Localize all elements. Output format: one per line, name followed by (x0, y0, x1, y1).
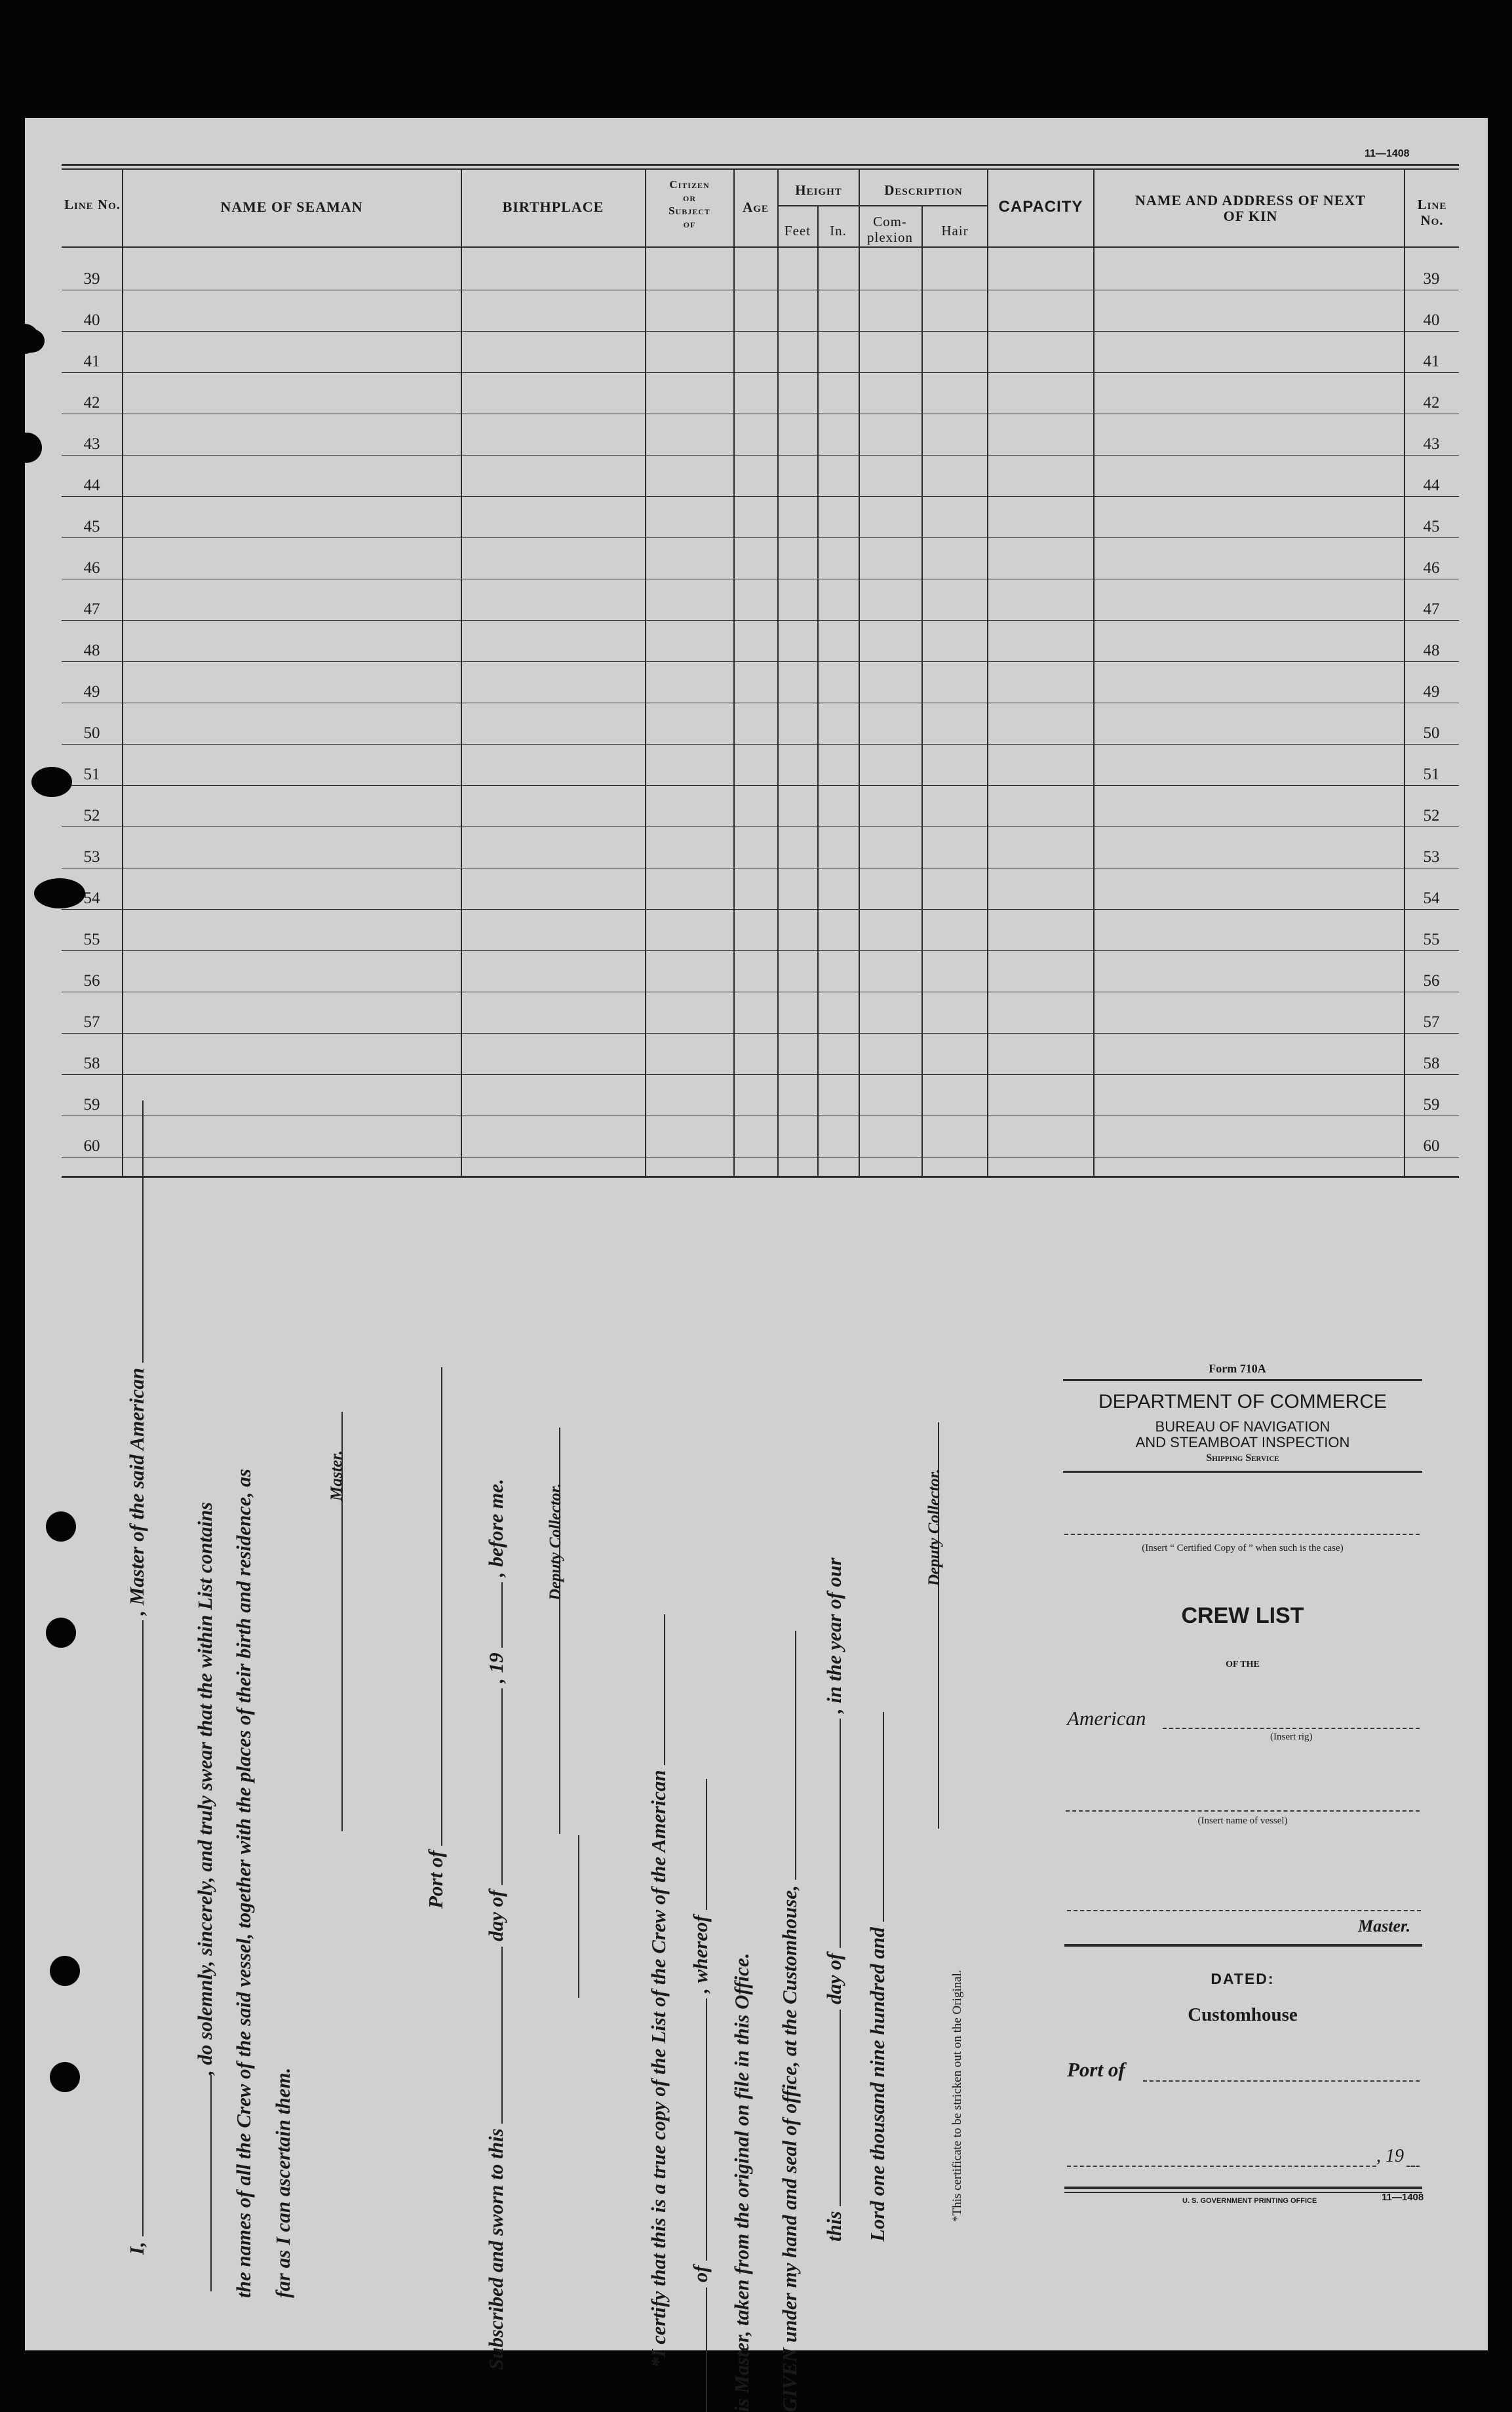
row-number-right: 43 (1423, 435, 1440, 453)
crew-entry-row[interactable] (123, 755, 1403, 784)
crew-entry-row[interactable] (123, 920, 1403, 949)
of-port-field[interactable] (686, 1998, 707, 2261)
oath-line-2-text: , do solemnly, sincerely, and truly swear that the within List contains (193, 1502, 216, 2075)
dated-label: DATED: (1211, 1970, 1275, 1987)
header-bottom-rule (62, 246, 1459, 248)
table-top-rule (62, 164, 1459, 166)
crew-entry-row[interactable] (123, 383, 1403, 412)
cover-date-field[interactable] (1067, 2166, 1376, 2167)
cover-rule-3 (1064, 1944, 1422, 1947)
cover-bottom-rule-2 (1064, 2192, 1422, 2193)
crew-entry-row[interactable] (123, 631, 1403, 660)
row-number-right: 42 (1423, 394, 1440, 412)
header-inches: In. (830, 223, 847, 239)
crew-entry-row[interactable] (123, 1003, 1403, 1032)
american-label: American (1067, 1707, 1146, 1730)
description-sub-rule (859, 205, 987, 206)
master-name-field[interactable] (122, 1620, 144, 2236)
crew-entry-row[interactable] (123, 590, 1403, 619)
oath-master-of: , Master of the said American (125, 1367, 148, 1616)
row-number-left: 45 (83, 518, 100, 535)
of-field-lead[interactable] (686, 2287, 707, 2412)
insert-rig-note: (Insert rig) (1270, 1732, 1313, 1742)
is-master-line (730, 1953, 754, 2412)
shipping-service: Shipping Service (1206, 1452, 1279, 1464)
row-number-left: 40 (83, 311, 100, 329)
subscribed-text-b: day of (484, 1890, 507, 1941)
table-row-rule (62, 537, 1459, 538)
table-row-rule (62, 661, 1459, 662)
header-height: Height (795, 182, 842, 198)
this-day-line (819, 1557, 846, 2242)
row-number-right: 59 (1423, 1096, 1440, 1114)
deputy-collector-label-2: Deputy Collector. (925, 1468, 943, 1586)
row-number-left: 57 (83, 1013, 100, 1031)
row-number-left: 47 (83, 600, 100, 618)
table-row-rule (62, 331, 1459, 332)
row-number-right: 56 (1423, 972, 1440, 990)
col-divider (1404, 168, 1405, 1177)
department: DEPARTMENT OF COMMERCE (1098, 1391, 1387, 1412)
row-number-right: 39 (1423, 270, 1440, 288)
rig-field[interactable] (1163, 1728, 1420, 1729)
crew-entry-row[interactable] (123, 466, 1403, 495)
crew-entry-row[interactable] (123, 549, 1403, 577)
of-whereof-line (686, 1779, 712, 2412)
table-row-rule (62, 455, 1459, 456)
crew-entry-row[interactable] (123, 1085, 1403, 1114)
table-row-rule (62, 785, 1459, 786)
certify-text: *I certify that this is a true copy of the List of the Crew of the American (647, 1770, 670, 2367)
header-next-of-kin: NAME AND ADDRESS OF NEXT OF KIN (1134, 192, 1366, 224)
cover-master-label: Master. (1358, 1916, 1411, 1935)
row-number-right: 47 (1423, 600, 1440, 618)
row-number-left: 59 (83, 1096, 100, 1114)
customhouse-label: Customhouse (1188, 2004, 1298, 2025)
header-age: Age (743, 199, 769, 215)
bureau-line-1: BUREAU OF NAVIGATION (1155, 1418, 1330, 1435)
lord-text: Lord one thousand nine hundred and (866, 1927, 889, 2242)
row-number-right: 48 (1423, 642, 1440, 659)
row-number-left: 56 (83, 972, 100, 990)
crew-entry-row[interactable] (123, 672, 1403, 701)
cover-year-label: , 19 (1376, 2146, 1404, 2166)
row-number-right: 55 (1423, 931, 1440, 948)
crew-entry-row[interactable] (123, 714, 1403, 743)
vessel-field-2[interactable] (190, 2075, 212, 2291)
subscribed-line (481, 1479, 508, 2370)
row-number-left: 39 (83, 270, 100, 288)
table-row-rule (62, 496, 1459, 497)
row-number-right: 40 (1423, 311, 1440, 329)
subscribed-day-field[interactable] (481, 1947, 503, 2124)
cover-form-code: 11—1408 (1382, 2192, 1424, 2203)
footnote: *This certificate to be stricken out on the Original. (950, 1970, 964, 2222)
this-day-of-text: day of (823, 1953, 845, 2004)
row-number-left: 52 (83, 807, 100, 825)
header-feet: Feet (784, 223, 811, 239)
year-of-our-text: , in the year of our (823, 1557, 845, 1714)
of-text: of (689, 2265, 712, 2283)
certified-copy-field[interactable] (1064, 1534, 1420, 1535)
cover-port-of-label: Port of (1067, 2058, 1125, 2081)
row-number-right: 60 (1423, 1137, 1440, 1155)
row-number-right: 45 (1423, 518, 1440, 535)
table-row-rule (62, 620, 1459, 621)
row-number-left: 51 (83, 766, 100, 783)
whereof-field[interactable] (686, 1779, 707, 1910)
of-the: OF THE (1226, 1660, 1260, 1669)
header-line-no: Line No. (64, 197, 121, 212)
cover-top-rule (1063, 1379, 1422, 1381)
this-day-field[interactable] (819, 2010, 841, 2206)
row-number-left: 44 (83, 477, 100, 494)
punch-hole (31, 767, 72, 797)
row-number-right: 57 (1423, 1013, 1440, 1031)
whereof-text: , whereof (689, 1915, 712, 1993)
cover-bottom-rule (1064, 2187, 1422, 2189)
subscribed-text-a: Subscribed and sworn to this (484, 2128, 507, 2370)
cover-port-field[interactable] (1143, 2080, 1420, 2082)
insert-vessel-note: (Insert name of vessel) (1197, 1816, 1288, 1826)
oath-line-4-text: far as I can ascertain them. (271, 2067, 294, 2298)
row-number-left: 42 (83, 394, 100, 412)
table-row-rule (62, 744, 1459, 745)
cover-year-field[interactable] (1406, 2166, 1420, 2167)
this-text: this (823, 2211, 845, 2242)
form-code-top: 11—1408 (1365, 148, 1410, 159)
deputy-collector-label-1: Deputy Collector. (547, 1483, 564, 1601)
table-row-rule (62, 909, 1459, 910)
oath-line-4 (271, 2068, 295, 2298)
insert-certified-note: (Insert “ Certified Copy of ” when such is the case) (1142, 1543, 1344, 1553)
row-number-left: 48 (83, 642, 100, 659)
row-number-right: 54 (1423, 889, 1440, 907)
lord-year-field[interactable] (863, 1712, 884, 1922)
crew-entry-row[interactable] (123, 301, 1403, 330)
row-number-right: 58 (1423, 1055, 1440, 1072)
crew-list-title: CREW LIST (1181, 1603, 1304, 1628)
row-number-left: 49 (83, 683, 100, 701)
row-number-left: 53 (83, 848, 100, 866)
header-capacity: CAPACITY (998, 198, 1083, 216)
subscribed-text-c: , 19 (484, 1652, 507, 1683)
table-row-rule (62, 372, 1459, 373)
crew-list-page (25, 118, 1488, 2412)
crew-entry-row[interactable] (123, 507, 1403, 536)
given-text: GIVEN under my hand and seal of office, at the Customhouse, (778, 1885, 801, 2412)
row-number-right: 53 (1423, 848, 1440, 866)
row-number-right: 44 (1423, 477, 1440, 494)
row-number-left: 43 (83, 435, 100, 453)
punch-hole (50, 1956, 80, 1986)
oath-line-2 (190, 1502, 217, 2291)
cover-master-field[interactable] (1067, 1910, 1421, 1911)
crew-entry-row[interactable] (123, 796, 1403, 825)
crew-entry-row[interactable] (123, 342, 1403, 371)
subscribed-month-field[interactable] (481, 1688, 503, 1885)
oath-i: I, (125, 2242, 148, 2255)
header-line-no-right: Line No. (1417, 197, 1447, 228)
certify-line (644, 1614, 670, 2367)
table-bottom-rule (62, 1176, 1459, 1178)
punch-hole (46, 1618, 76, 1648)
row-number-left: 58 (83, 1055, 100, 1072)
crew-entry-row[interactable] (123, 1127, 1403, 1156)
this-month-field[interactable] (819, 1719, 841, 1948)
crew-entry-row[interactable] (123, 1044, 1403, 1073)
port-of-field[interactable] (421, 1367, 442, 1846)
cover-rule-2 (1063, 1471, 1422, 1473)
port-of-line (421, 1367, 448, 1909)
bureau-line-2: AND STEAMBOAT INSPECTION (1135, 1434, 1350, 1450)
header-name-of-seaman: NAME OF SEAMAN (220, 199, 363, 215)
row-number-left: 54 (83, 889, 100, 907)
row-number-left: 46 (83, 559, 100, 577)
subscribed-text-d: , before me. (484, 1479, 507, 1577)
table-row-rule (62, 1074, 1459, 1075)
punch-hole (12, 433, 42, 463)
seal-divider (578, 1835, 579, 1998)
crew-entry-row[interactable] (123, 879, 1403, 908)
oath-line-3-text: the names of all the Crew of the said vessel, together with the places of their birth and residence, as (232, 1469, 255, 2298)
row-number-right: 49 (1423, 683, 1440, 701)
row-number-right: 41 (1423, 353, 1440, 370)
row-number-left: 55 (83, 931, 100, 948)
table-row-rule (62, 950, 1459, 951)
crew-entry-row[interactable] (123, 962, 1403, 990)
lord-line (863, 1712, 889, 2242)
header-complexion: Com-plexion (867, 214, 913, 245)
master-label: Master. (328, 1450, 345, 1501)
punch-hole (18, 329, 45, 353)
row-number-right: 52 (1423, 807, 1440, 825)
header-hair: Hair (941, 223, 969, 239)
oath-line-3 (232, 1469, 256, 2298)
table-row-rule (62, 1033, 1459, 1034)
row-number-left: 41 (83, 353, 100, 370)
table-top-rule-2 (62, 168, 1459, 170)
is-master-text: is Master, taken from the original on file in this Office. (730, 1953, 753, 2412)
given-line (775, 1631, 802, 2412)
row-number-right: 50 (1423, 724, 1440, 742)
punch-hole (46, 1511, 76, 1542)
row-number-left: 50 (83, 724, 100, 742)
row-number-right: 51 (1423, 766, 1440, 783)
crew-entry-row[interactable] (123, 425, 1403, 454)
row-number-right: 46 (1423, 559, 1440, 577)
punch-hole (34, 878, 85, 908)
customhouse-field[interactable] (775, 1631, 796, 1880)
vessel-name-field[interactable] (122, 1100, 144, 1363)
header-birthplace: BIRTHPLACE (502, 199, 604, 215)
header-description: Description (884, 182, 963, 198)
punch-hole (50, 2062, 80, 2092)
header-citizen: Citizen or Subject of (669, 178, 710, 230)
certify-vessel-field[interactable] (644, 1614, 665, 1765)
port-of-label: Port of (424, 1850, 447, 1909)
oath-line-1 (122, 1100, 149, 2255)
vessel-name-cover-field[interactable] (1066, 1810, 1420, 1812)
printer-line: U. S. GOVERNMENT PRINTING OFFICE (1182, 2197, 1317, 2205)
form-number: Form 710A (1209, 1362, 1266, 1375)
subscribed-year-field[interactable] (481, 1582, 503, 1648)
row-number-left: 60 (83, 1137, 100, 1155)
crew-entry-row[interactable] (123, 838, 1403, 866)
crew-entry-row[interactable] (123, 260, 1403, 288)
